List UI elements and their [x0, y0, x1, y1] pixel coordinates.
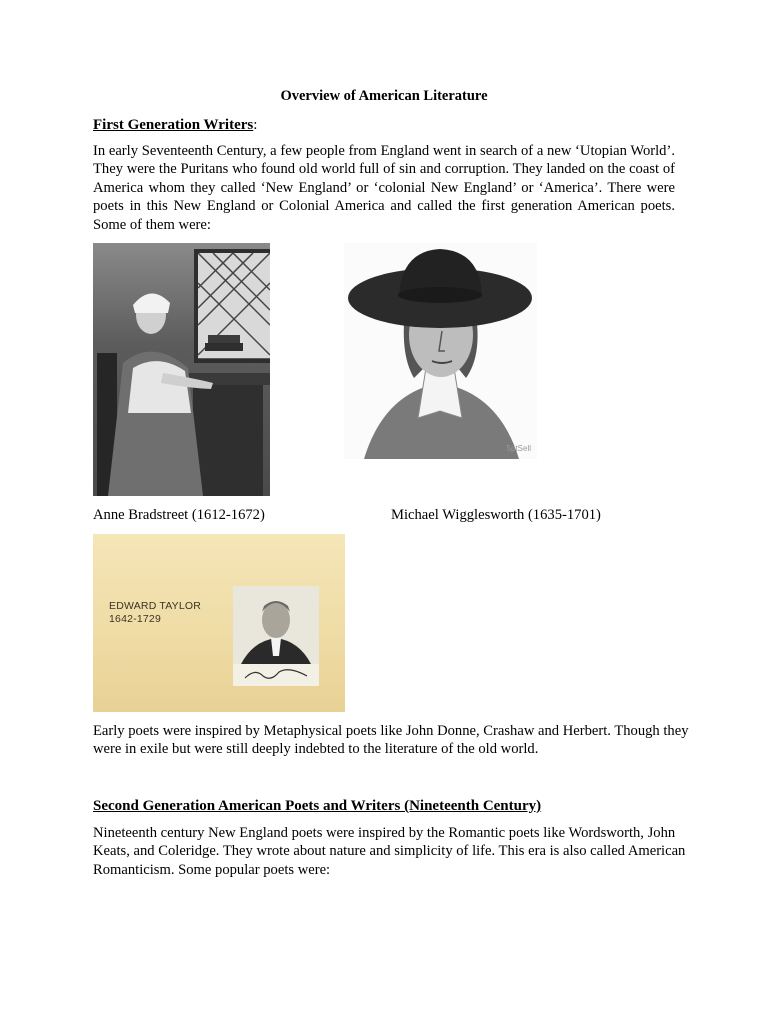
caption-anne-bradstreet: Anne Bradstreet (1612-1672) — [93, 507, 265, 523]
heading-colon: : — [253, 117, 258, 133]
edward-taylor-slide — [93, 534, 345, 712]
section-heading-first-generation — [93, 116, 257, 134]
document-title: Overview of American Literature — [280, 88, 488, 104]
intro-paragraph: In early Seventeenth Century, a few people from England went in search of a new ‘Utopian World’. They were the Puritans who found old world full of sin and corruption. They landed on the coast of America whom they called ‘New England’ or ‘colonial New England’ or ‘America’. There were poets in this New England or Colonial America and called the first generation American poets. Some of them were: — [93, 143, 675, 233]
slide-name: EDWARD TAYLOR — [109, 600, 202, 612]
caption-michael-wigglesworth: Michael Wigglesworth (1635-1701) — [391, 507, 601, 523]
anne-bradstreet-portrait — [93, 243, 270, 496]
second-generation-paragraph: Nineteenth century New England poets were inspired by the Romantic poets like Wordsworth, John Keats, and Coleridge. They wrote about nature and simplicity of life. This era is also called American Romanticism. Some popular poets were: — [93, 825, 686, 878]
edward-taylor-portrait — [233, 586, 319, 686]
outro-paragraph: Early poets were inspired by Metaphysical poets like John Donne, Crashaw and Herbert. Though they were in exile but were still deeply indebted to the literature of the old world. — [93, 723, 689, 758]
engraving-illustration — [93, 243, 270, 496]
heading-text: Second Generation American Poets and Writers (Nineteenth Century) — [93, 798, 542, 814]
image-watermark: 5ptSell — [506, 444, 531, 453]
portrait-illustration — [344, 243, 537, 459]
slide-years: 1642-1729 — [109, 613, 162, 625]
michael-wigglesworth-portrait — [344, 243, 537, 459]
heading-text: First Generation Writers — [93, 117, 254, 133]
section-heading-second-generation — [93, 797, 541, 815]
